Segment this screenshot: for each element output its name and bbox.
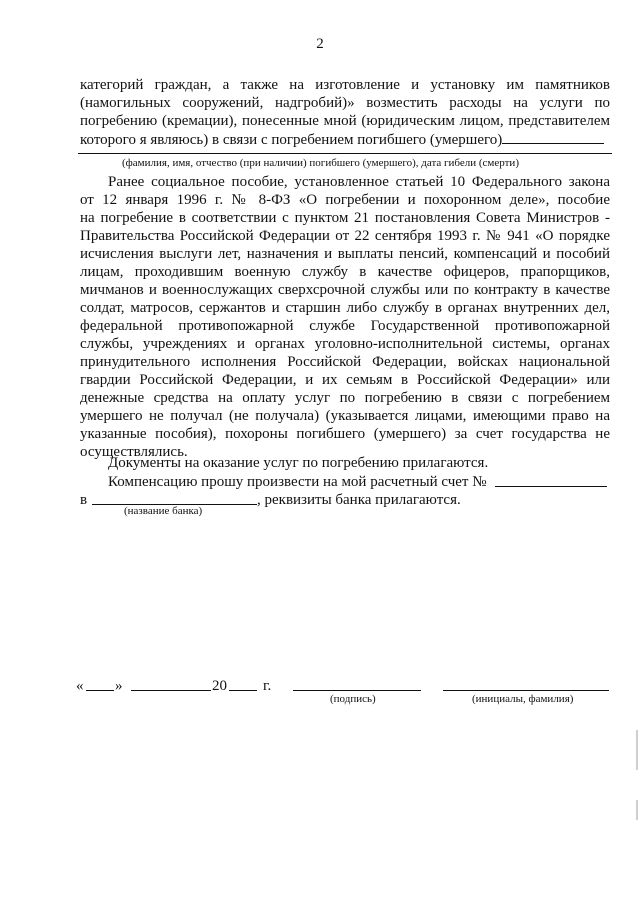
text-line: [80, 299, 610, 317]
text-line: [80, 130, 610, 149]
text-line-content: гвардии Российской Федерации, и их семьям в Российской Федерации» или: [80, 372, 610, 388]
deceased-name-line: [78, 153, 612, 154]
caption-signature: (подпись): [330, 693, 376, 705]
text-line-content: умершего не получал (не получала) (указывается лицами, имеющими право на: [80, 408, 610, 424]
date-year-prefix: 20: [212, 678, 227, 694]
text-line: [80, 227, 610, 245]
compensation-request-line: [108, 473, 487, 491]
date-year-line: [229, 690, 257, 691]
text-line-content: категорий граждан, а также на изготовление и установку им памятников: [80, 77, 610, 93]
text-line-content: Правительства Российской Федерации от 22 сентября 1993 г. № 941 «О порядке: [80, 228, 610, 244]
documents-attached-line: Документы на оказание услуг по погребению прилагаются.: [108, 455, 489, 471]
date-close-quote: »: [115, 678, 123, 694]
text-line-content: денежные средства на оплату услуг по погребению в связи с погребением: [80, 390, 610, 406]
text-line: [80, 317, 610, 335]
scan-edge-mark: [636, 730, 638, 770]
text-line-content: службы, учреждениях и органах уголовно-исполнительной системы, органах: [80, 336, 610, 352]
text-line: [80, 173, 610, 191]
text-line-content: от 12 января 1996 г. № 8-ФЗ «О погребении и похоронном деле», пособие: [80, 192, 610, 208]
text-line-content: осуществлялись.: [80, 444, 188, 460]
caption-bank: (название банка): [124, 505, 203, 517]
date-year-suffix: г.: [263, 678, 272, 694]
text-line-content: принудительного исполнения Российской Федерации, войсках национальной: [80, 354, 610, 370]
text-line-content: Ранее социальное пособие, установленное статьей 10 Федерального закона: [108, 174, 610, 190]
bank-prefix: в: [80, 492, 88, 508]
text-line: [80, 389, 610, 407]
date-open-quote: «: [76, 678, 84, 694]
caption-deceased: (фамилия, имя, отчество (при наличии) погибшего (умершего), дата гибели (смерти): [122, 157, 519, 169]
text-line-content: мичманов и военнослужащих сверхсрочной службы или по контракту в качестве: [80, 282, 610, 298]
date-month-line: [131, 690, 211, 691]
text-line: [80, 94, 610, 112]
text-line: [80, 371, 610, 389]
text-line: [80, 191, 610, 209]
blank-fill-line: [502, 130, 604, 144]
text-line-content: федеральной противопожарной службе Государственной противопожарной: [80, 318, 610, 334]
text-line: [80, 335, 610, 353]
initials-line: [443, 690, 609, 691]
text-line-content: исчисления выслуги лет, назначения и выплаты пенсий, компенсаций и пособий: [80, 246, 610, 262]
page-number: 2: [316, 36, 324, 52]
text-line: [80, 112, 610, 130]
text-line: [80, 353, 610, 371]
date-day-line: [86, 690, 114, 691]
text-line: [80, 281, 610, 299]
signature-line: [293, 690, 421, 691]
text-line: [80, 425, 610, 443]
text-line-content: погребению (кремации), понесенные мной (юридическим лицом, представителем: [80, 113, 610, 129]
text-line-content: на погребение в соответствии с пунктом 21 постановления Совета Министров -: [80, 210, 610, 226]
text-line-content: которого я являюсь) в связи с погребением погибшего (умершего): [80, 132, 503, 148]
compensation-text: Компенсацию прошу произвести на мой расчетный счет №: [108, 474, 487, 490]
account-number-line: [495, 486, 607, 487]
text-line: [80, 263, 610, 281]
caption-initials: (инициалы, фамилия): [472, 693, 574, 705]
text-line-content: лицам, проходившим военную службу в качестве офицеров, прапорщиков,: [80, 264, 610, 280]
text-line-content: (намогильных сооружений, надгробий)» возместить расходы на услуги по: [80, 95, 610, 111]
text-line-content: солдат, матросов, сержантов и старшин либо службу в органах внутренних дел,: [80, 300, 610, 316]
bank-suffix: , реквизиты банка прилагаются.: [257, 492, 461, 508]
text-line-content: указанные пособия), похороны погибшего (умершего) за счет государства не: [80, 426, 610, 442]
text-line: [80, 407, 610, 425]
text-line: [80, 209, 610, 227]
text-line: [80, 76, 610, 94]
scan-edge-mark: [636, 800, 638, 820]
text-line: [80, 245, 610, 263]
